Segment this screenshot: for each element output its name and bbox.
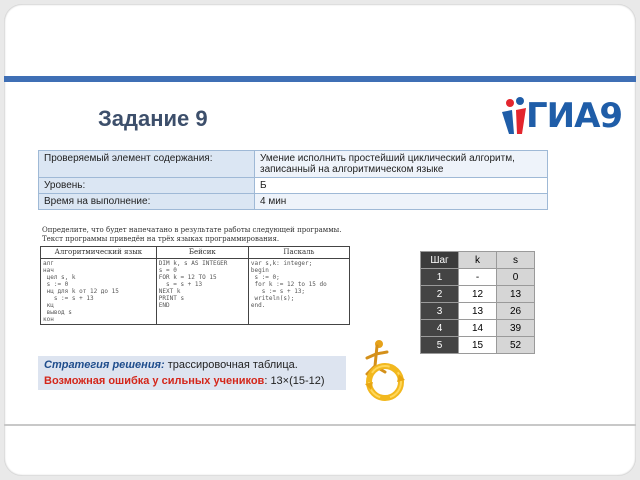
trace-header-row [421, 252, 535, 269]
info-key: Уровень: [39, 178, 255, 194]
trace-s: 0 [497, 269, 535, 286]
slide [4, 4, 636, 476]
error-label: Возможная ошибка у сильных учеников [44, 375, 265, 387]
program-table [40, 246, 350, 325]
problem-statement [40, 226, 354, 348]
trace-row [421, 286, 535, 303]
trace-row [421, 303, 535, 320]
trace-header: s [497, 252, 535, 269]
page-title: Задание 9 [98, 106, 208, 131]
trace-k: 13 [459, 303, 497, 320]
trace-row [421, 269, 535, 286]
footer-line [4, 424, 636, 426]
problem-intro: Определите, что будет напечатано в результате работы следующей программы. Текст программы приведён на трёх языках программирования. [42, 226, 342, 243]
trace-header: k [459, 252, 497, 269]
info-row [39, 178, 548, 194]
info-row [39, 151, 548, 178]
trace-table [420, 251, 535, 354]
info-value: 4 мин [255, 194, 548, 210]
trace-header: Шаг [421, 252, 459, 269]
trace-step: 5 [421, 337, 459, 354]
program-column-header: Алгоритмический язык [41, 247, 157, 259]
trace-k: 12 [459, 286, 497, 303]
info-value: Умение исполнить простейший циклический алгоритм, записанный на алгоритмическом языке [255, 151, 548, 178]
info-value: Б [255, 178, 548, 194]
cycle-arrows-icon [359, 336, 411, 402]
program-code: var s,k: integer; begin s := 0; for k := 12 to 15 do s := s + 13; writeln(s); end. [248, 259, 349, 325]
trace-step: 4 [421, 320, 459, 337]
info-key: Время на выполнение: [39, 194, 255, 210]
trace-row [421, 320, 535, 337]
trace-s: 52 [497, 337, 535, 354]
program-code: DIM k, s AS INTEGER s = 0 FOR k = 12 TO 15 s = s + 13 NEXT k PRINT s END [156, 259, 248, 325]
logo-text: ГИА9 [526, 96, 623, 136]
program-column-header: Паскаль [248, 247, 349, 259]
trace-s: 39 [497, 320, 535, 337]
trace-step: 2 [421, 286, 459, 303]
trace-step: 3 [421, 303, 459, 320]
trace-s: 26 [497, 303, 535, 320]
strategy-line [44, 357, 340, 373]
info-table [38, 150, 548, 210]
trace-k: - [459, 269, 497, 286]
trace-k: 14 [459, 320, 497, 337]
trace-s: 13 [497, 286, 535, 303]
header-bar [4, 76, 636, 82]
info-key: Проверяемый элемент содержания: [39, 151, 255, 178]
strategy-label: Стратегия решения: [44, 359, 165, 371]
trace-k: 15 [459, 337, 497, 354]
program-column-header: Бейсик [156, 247, 248, 259]
info-row [39, 194, 548, 210]
trace-step: 1 [421, 269, 459, 286]
trace-row [421, 337, 535, 354]
gia9-logo [500, 94, 628, 138]
strategy-box [38, 356, 346, 390]
strategy-value: трассировочная таблица. [164, 359, 298, 371]
error-value: : 13×(15-12) [264, 375, 325, 387]
error-line [44, 373, 340, 389]
program-code: алг нач цел s, k s := 0 нц для k от 12 до 15 s := s + 13 кц вывод s кон [41, 259, 157, 325]
